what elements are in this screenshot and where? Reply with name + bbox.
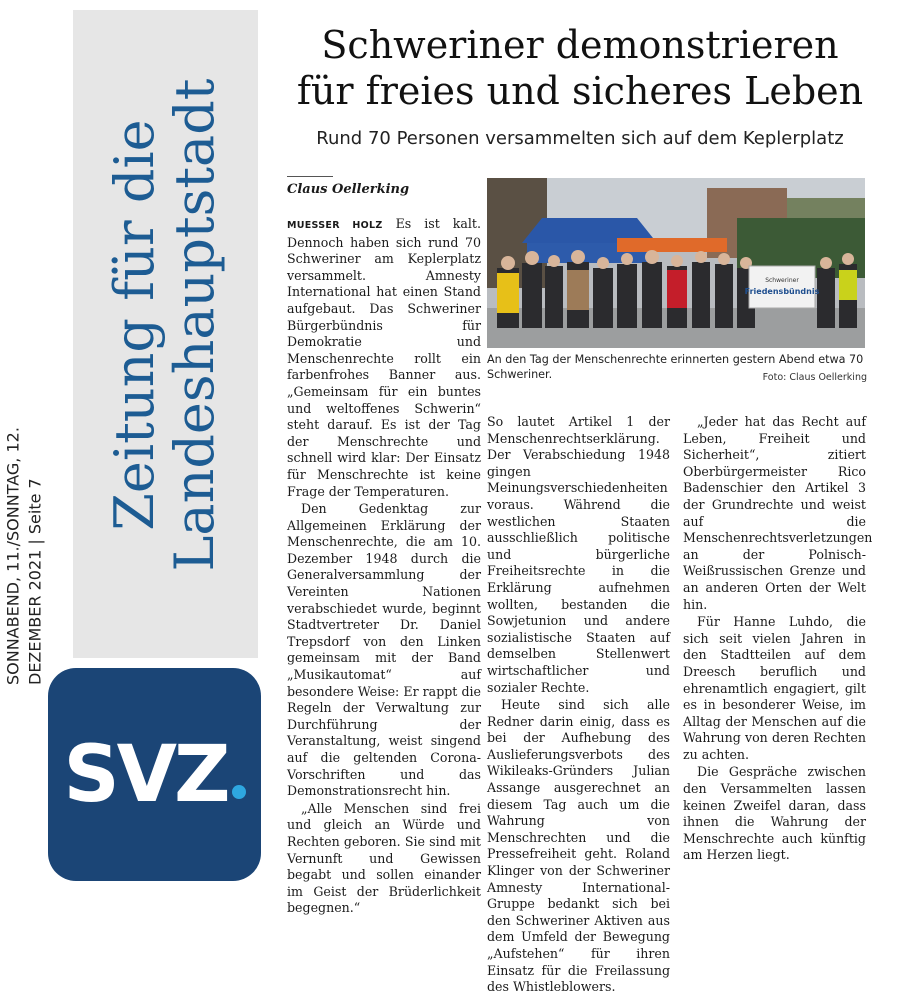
paragraph: Die Gespräche zwischen den Versammelten lassen keinen Zweifel daran, dass ihnen die Wahrung der Menschrechte auch künftig am Herzen liegt.	[683, 764, 866, 863]
byline-rule	[287, 176, 333, 177]
article-headline	[280, 22, 880, 114]
article-column-2	[487, 414, 670, 996]
photo-caption: An den Tag der Menschenrechte erinnerten gestern Abend etwa 70 Schweriner.	[487, 353, 864, 381]
dateline-line-1: SONNABEND, 11./SONNTAG, 12.	[3, 427, 23, 685]
paragraph: „Alle Menschen sind frei und gleich an Würde und Rechten geboren. Sie sind mit Vernunft und Gewissen begabt und sollen einander im Geist der Brüderlichkeit begegnen.“	[287, 800, 481, 916]
masthead-line-1: Zeitung für die	[103, 119, 166, 531]
paragraph: So lautet Artikel 1 der Menschenrechtserklärung. Der Verabschiedung 1948 gingen Meinungsverschiedenheiten voraus. Während die westlichen Staaten ausschließlich politische und bürgerliche Freiheitsrechte in die Erklärung aufnehmen wollten, bestanden die Sowjetunion und andere sozialistische Staaten auf demselben Stellenwert wirtschaftlicher und sozialer Rechte.	[487, 414, 670, 695]
logo-text: SVZ	[63, 729, 228, 820]
article-column-1	[287, 216, 481, 917]
article-subheadline: Rund 70 Personen versammelten sich auf dem Keplerplatz	[316, 128, 844, 149]
paragraph	[287, 216, 481, 500]
paragraph: „Jeder hat das Recht auf Leben, Freiheit und Sicherheit“, zitiert Oberbürgermeister Rico Badenschier den Artikel 3 der Grundrechte und weist auf die Menschenrechtsverletzungen an der Polnisch-Weißrussischen Grenze und an anderen Orten der Welt hin.	[683, 414, 873, 612]
photo-credit: Foto: Claus Oellerking	[762, 372, 867, 383]
paragraph-text: Es ist kalt. Dennoch haben sich rund 70 Schweriner am Keplerplatz versammelt. Amnesty International hat einen Stand aufgebaut. Das Schweriner Bürgerbündnis für Demokratie und Menschenrechte rollt ein farbenfrohes Banner aus. „Gemeinsam für ein buntes und weltoffenes Schwerin“ steht darauf. Es ist der Tag der Menschrechte und schnell wird klar: Der Einsatz für Menschrechte ist keine Frage der Temperaturen.	[287, 216, 481, 499]
headline-line-1: Schweriner demonstrieren	[321, 23, 839, 67]
banner-text-line-2: Friedensbündnis	[744, 287, 820, 296]
dateline-line-2: DEZEMBER 2021 | Seite 7	[25, 478, 45, 685]
masthead-title	[100, 15, 230, 635]
dateline	[3, 115, 58, 685]
demonstration-photo	[487, 178, 865, 348]
banner-text-line-1: Schweriner	[765, 277, 799, 284]
photo-illustration	[487, 178, 865, 348]
headline-line-2: für freies und sicheres Leben	[296, 69, 864, 113]
byline: Claus Oellerking	[287, 182, 410, 197]
location-kicker: MUESSER HOLZ	[287, 220, 383, 231]
logo-dot	[232, 785, 246, 799]
article-column-3	[683, 414, 873, 864]
paragraph: Den Gedenktag zur Allgemeinen Erklärung der Menschenrechte, die am 10. Dezember 1948 durch die Generalversammlung der Vereinten Nationen verabschiedet wurde, beginnt Stadtvertreter Dr. Daniel Trepsdorf von den Linken gemeinsam mit der Band „Musikautomat“ auf besondere Weise: Er rappt die Regeln der Verwaltung zur Durchführung der Veranstaltung, weist singend auf die geltenden Corona-Vorschriften und das Demonstrationsrecht hin.	[287, 501, 481, 799]
masthead-line-2: Landeshauptstadt	[163, 78, 226, 572]
svz-logo	[48, 668, 261, 881]
paragraph: Für Hanne Luhdo, die sich seit vielen Jahren in den Stadtteilen auf dem Dreesch beruflich und ehrenamtlich engagiert, gilt es in besonderer Weise, im Alltag der Menschen auf die Wahrung von deren Rechten zu achten.	[683, 614, 866, 762]
paragraph: Heute sind sich alle Redner darin einig, dass es bei der Aufhebung des Auslieferungsverbots des Wikileaks-Gründers Julian Assange ausgerechnet an diesem Tag auch um die Wahrung von Menschrechten und die Pressefreiheit geht. Roland Klinger von der Schweriner Amnesty International-Gruppe bedankt sich bei den Schweriner Aktiven aus dem Umfeld der Bewegung „Aufstehen“ für ihren Einsatz für die Freilassung des Whistleblowers.	[487, 697, 670, 995]
